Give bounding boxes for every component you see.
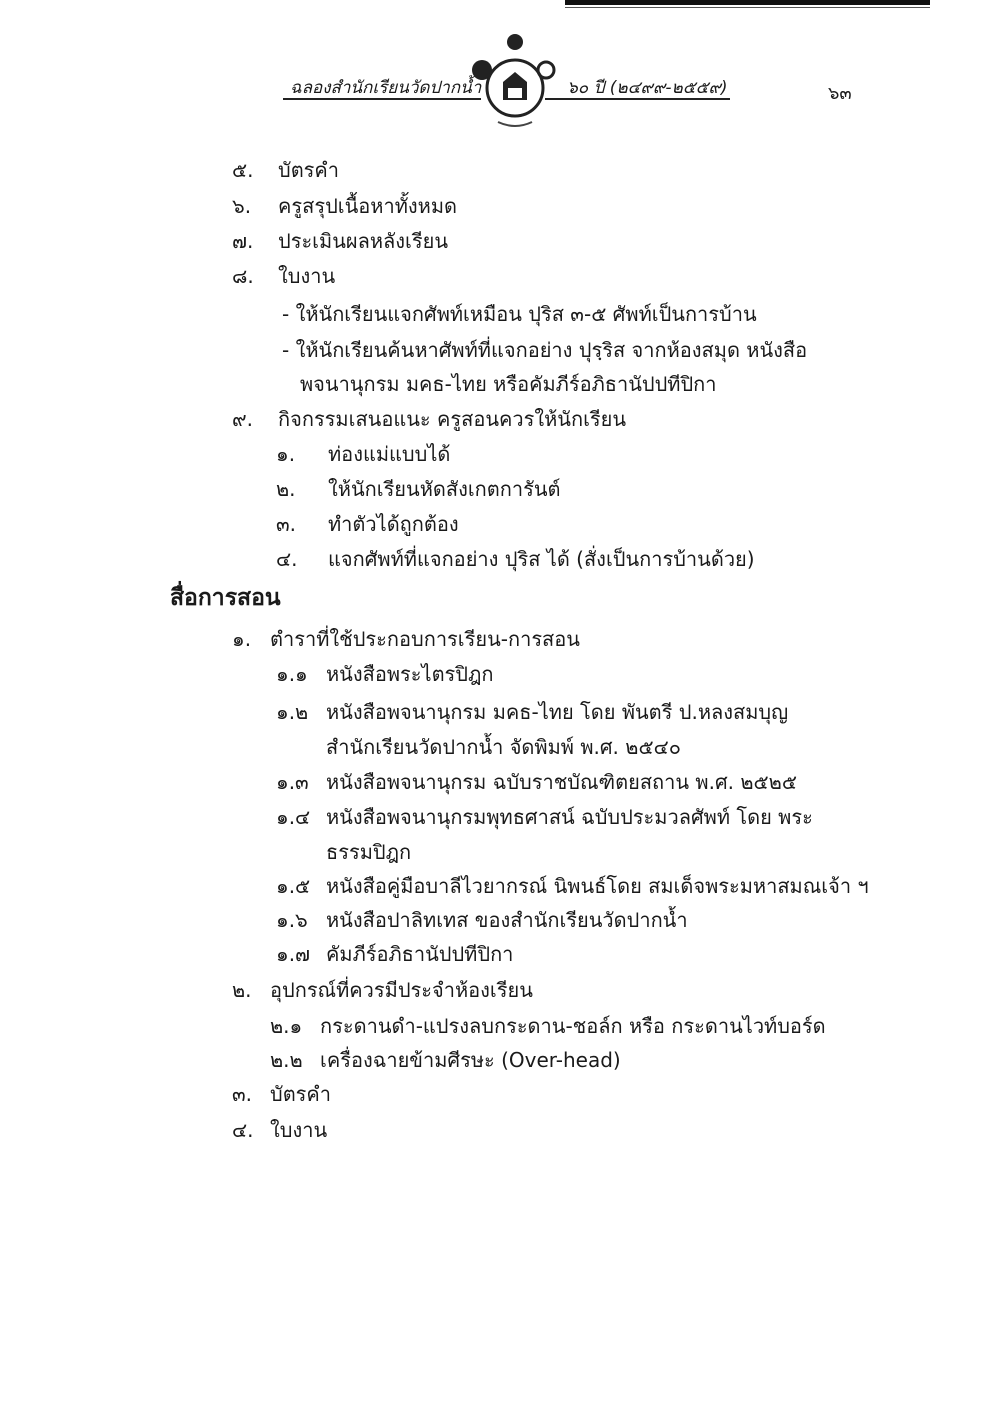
page-number: ๖๓ — [828, 83, 852, 104]
header-left-title: ฉลองสำนักเรียนวัดปากน้ำ — [290, 78, 482, 98]
header-underline-right — [545, 98, 730, 100]
temple-emblem-icon — [470, 30, 560, 130]
section-title: สื่อการสอน — [170, 585, 281, 611]
top-border-rule-thin — [565, 7, 930, 8]
worksheet-item: - ให้นักเรียนค้นหาศัพท์ที่แจกอย่าง ปุรฺริส จากห้องสมุด หนังสือ — [282, 338, 808, 362]
worksheet-item: - ให้นักเรียนแจกศัพท์เหมือน ปุริส ๓-๕ ศัพท์เป็นการบ้าน — [282, 302, 757, 326]
worksheet-item-continuation: พจนานุกรม มคธ-ไทย หรือคัมภีร์อภิธานัปปทีปิกา — [300, 372, 717, 396]
top-border-rule — [565, 0, 930, 5]
header-right-title: ๖๐ ปี (๒๔๙๙-๒๕๕๙) — [567, 78, 728, 98]
header-underline-left — [283, 98, 481, 100]
